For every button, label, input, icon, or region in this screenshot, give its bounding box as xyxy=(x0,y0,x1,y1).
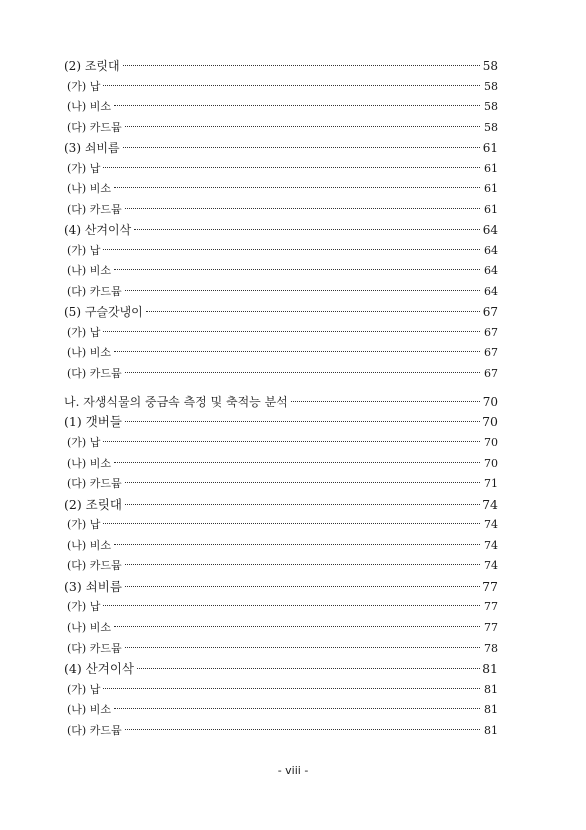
toc-entry-label: (나) 비소 xyxy=(67,346,111,359)
toc-entry-page-number: 61 xyxy=(484,182,498,195)
toc-entry-label: (나) 비소 xyxy=(67,621,111,634)
toc-entry-page-number: 67 xyxy=(484,346,498,359)
toc-entry-label: (나) 비소 xyxy=(67,264,111,277)
toc-entry-label: (1) 갯버들 xyxy=(64,414,122,429)
toc-entry-page-number: 58 xyxy=(484,121,498,134)
toc-entry[interactable] xyxy=(67,516,498,534)
dot-leader xyxy=(103,331,480,332)
toc-entry-label: (가) 납 xyxy=(67,326,101,339)
page-number: - viii - xyxy=(277,764,309,777)
dot-leader xyxy=(114,105,480,106)
toc-entry-label: (가) 납 xyxy=(67,600,101,613)
toc-entry-label: (다) 카드뮴 xyxy=(67,724,122,737)
toc-entry-label: (다) 카드뮴 xyxy=(67,121,122,134)
dot-leader xyxy=(125,126,480,127)
toc-entry-label: (가) 납 xyxy=(67,436,101,449)
dot-leader xyxy=(125,482,480,483)
toc-entry-label: (가) 납 xyxy=(67,162,101,175)
toc-entry-page-number: 58 xyxy=(484,80,498,93)
toc-entry-label: (2) 조릿대 xyxy=(64,497,122,512)
toc-entry-label: (2) 조릿대 xyxy=(64,59,120,73)
toc-entry-label: (가) 납 xyxy=(67,683,101,696)
toc-entry-page-number: 71 xyxy=(484,477,498,490)
dot-leader xyxy=(123,65,480,66)
toc-entry[interactable] xyxy=(67,619,498,637)
toc-entry-label: (다) 카드뮴 xyxy=(67,642,122,655)
toc-entry-label: (가) 납 xyxy=(67,80,101,93)
toc-entry[interactable] xyxy=(67,701,498,719)
toc-entry-page-number: 61 xyxy=(484,162,498,175)
dot-leader xyxy=(125,729,480,730)
dot-leader xyxy=(103,688,480,689)
toc-entry-page-number: 81 xyxy=(484,683,498,696)
toc-entry[interactable] xyxy=(64,496,498,514)
dot-leader xyxy=(103,605,480,606)
toc-entry-label: (5) 구슬갓냉이 xyxy=(64,305,143,319)
toc-entry[interactable] xyxy=(67,722,498,740)
dot-leader xyxy=(125,586,480,587)
dot-leader xyxy=(125,564,480,565)
toc-entry[interactable] xyxy=(67,365,498,383)
toc-entry[interactable] xyxy=(67,324,498,342)
dot-leader xyxy=(114,269,480,270)
toc-entry[interactable] xyxy=(67,434,498,452)
toc-entry[interactable] xyxy=(64,660,498,678)
toc-entry-page-number: 64 xyxy=(484,244,498,257)
dot-leader xyxy=(137,668,480,669)
dot-leader xyxy=(125,372,480,373)
dot-leader xyxy=(134,229,480,230)
toc-entry-label: (3) 쇠비름 xyxy=(64,141,120,155)
toc-entry-page-number: 74 xyxy=(484,518,498,531)
toc-entry-page-number: 74 xyxy=(482,497,498,512)
toc-entry[interactable] xyxy=(67,640,498,658)
toc-entry-label: (나) 비소 xyxy=(67,100,111,113)
toc-entry-label: (나) 비소 xyxy=(67,182,111,195)
toc-entry-label: (나) 비소 xyxy=(67,703,111,716)
toc-entry-page-number: 58 xyxy=(482,59,498,73)
toc-entry-page-number: 81 xyxy=(482,661,498,676)
toc-entry[interactable] xyxy=(67,119,498,137)
toc-entry-label: (가) 납 xyxy=(67,518,101,531)
toc-entry-label: (나) 비소 xyxy=(67,457,111,470)
toc-entry[interactable] xyxy=(67,537,498,555)
dot-leader xyxy=(103,523,480,524)
toc-entry-label: (3) 쇠비름 xyxy=(64,579,122,594)
toc-entry-page-number: 74 xyxy=(484,559,498,572)
toc-entry[interactable] xyxy=(67,283,498,301)
toc-entry-page-number: 70 xyxy=(482,395,498,409)
toc-entry-label: (다) 카드뮴 xyxy=(67,367,122,380)
toc-entry-page-number: 67 xyxy=(482,305,498,319)
toc-entry-page-number: 67 xyxy=(484,367,498,380)
toc-entry[interactable] xyxy=(64,139,498,157)
toc-entry-page-number: 64 xyxy=(484,285,498,298)
dot-leader xyxy=(123,147,480,148)
dot-leader xyxy=(114,544,480,545)
toc-entry[interactable] xyxy=(64,413,498,431)
toc-entry[interactable] xyxy=(67,242,498,260)
toc-entry[interactable] xyxy=(67,455,498,473)
toc-entry-page-number: 81 xyxy=(484,703,498,716)
toc-entry-label: (다) 카드뮴 xyxy=(67,477,122,490)
toc-entry[interactable] xyxy=(67,160,498,178)
toc-entry-page-number: 61 xyxy=(484,203,498,216)
toc-entry[interactable] xyxy=(67,201,498,219)
dot-leader xyxy=(114,351,480,352)
toc-entry-label: (나) 비소 xyxy=(67,539,111,552)
toc-entry-page-number: 70 xyxy=(482,414,498,429)
toc-entry[interactable] xyxy=(67,598,498,616)
toc-entry[interactable] xyxy=(67,180,498,198)
toc-entry-page-number: 64 xyxy=(484,264,498,277)
toc-entry[interactable] xyxy=(64,221,498,239)
dot-leader xyxy=(125,208,480,209)
toc-entry[interactable] xyxy=(67,681,498,699)
toc-entry[interactable] xyxy=(67,262,498,280)
dot-leader xyxy=(125,647,480,648)
dot-leader xyxy=(103,441,480,442)
toc-entry-page-number: 78 xyxy=(484,642,498,655)
toc-entry-label: (가) 납 xyxy=(67,244,101,257)
dot-leader xyxy=(291,401,480,402)
toc-entry[interactable] xyxy=(67,78,498,96)
toc-entry-page-number: 58 xyxy=(484,100,498,113)
toc-entry[interactable] xyxy=(67,475,498,493)
toc-entry-label: 나. 자생식물의 중금속 측정 및 축적능 분석 xyxy=(64,395,288,409)
toc-entry-page-number: 67 xyxy=(484,326,498,339)
dot-leader xyxy=(146,311,480,312)
dot-leader xyxy=(114,626,480,627)
toc-entry-label: (다) 카드뮴 xyxy=(67,559,122,572)
toc-entry[interactable] xyxy=(64,578,498,596)
dot-leader xyxy=(114,187,480,188)
toc-entry[interactable] xyxy=(64,303,498,321)
toc-entry[interactable] xyxy=(67,344,498,362)
toc-entry-page-number: 77 xyxy=(484,600,498,613)
dot-leader xyxy=(103,85,480,86)
toc-entry[interactable] xyxy=(64,393,498,411)
dot-leader xyxy=(114,462,480,463)
toc-entry-page-number: 74 xyxy=(484,539,498,552)
toc-entry[interactable] xyxy=(67,557,498,575)
toc-entry-page-number: 70 xyxy=(484,436,498,449)
dot-leader xyxy=(103,167,480,168)
dot-leader xyxy=(125,421,480,422)
dot-leader xyxy=(114,708,480,709)
toc-entry-label: (다) 카드뮴 xyxy=(67,203,122,216)
toc-entry-label: (4) 산겨이삭 xyxy=(64,223,132,237)
toc-entry-page-number: 81 xyxy=(484,724,498,737)
toc-entry-page-number: 70 xyxy=(484,457,498,470)
dot-leader xyxy=(103,249,480,250)
toc-entry-page-number: 77 xyxy=(482,579,498,594)
dot-leader xyxy=(125,504,480,505)
toc-entry-label: (다) 카드뮴 xyxy=(67,285,122,298)
toc-entry[interactable] xyxy=(64,57,498,75)
dot-leader xyxy=(125,290,480,291)
toc-entry-page-number: 64 xyxy=(482,223,498,237)
toc-entry-label: (4) 산겨이삭 xyxy=(64,661,134,676)
toc-entry[interactable] xyxy=(67,98,498,116)
toc-entry-page-number: 77 xyxy=(484,621,498,634)
toc-entry-page-number: 61 xyxy=(482,141,498,155)
